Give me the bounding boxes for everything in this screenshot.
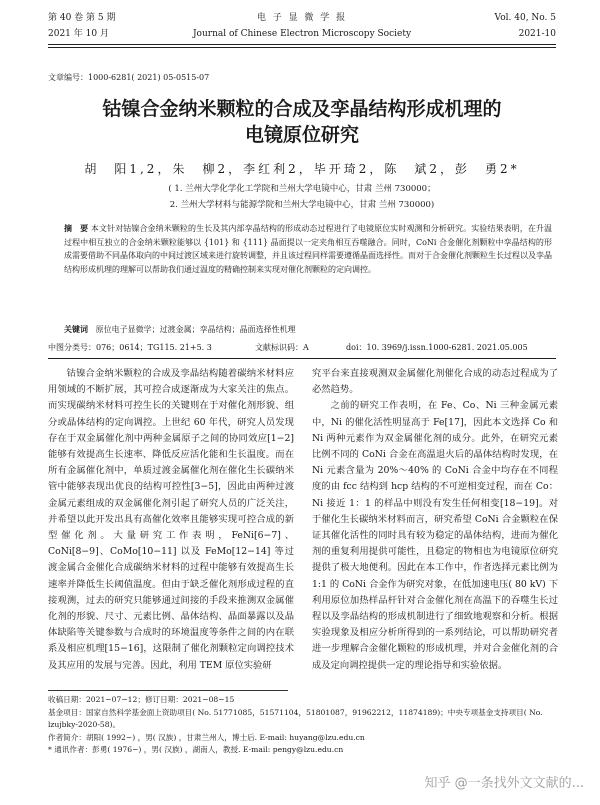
author-list: 胡 阳1,2，朱 柳2，李红利2，毕开琦2，陈 斌2，彭 勇2*	[84, 162, 520, 176]
abstract	[64, 222, 552, 276]
received-date: 收稿日期：2021−07−12；修订日期：2021−08−15	[48, 695, 235, 704]
header-date-right: 2021-10	[518, 29, 556, 39]
body-left-column	[48, 366, 294, 674]
keywords-text: 原位电子显微学；过渡金属；孪晶结构；晶面选择性机理	[95, 325, 296, 334]
footnote-rule	[48, 690, 288, 691]
body-paragraph: 究平台来直接观测双金属催化剂催化合成的动态过程成为了必然趋势。	[312, 368, 558, 396]
article-number: 文章编号：1000-6281( 2021) 05-0515-07	[48, 73, 210, 82]
abstract-label: 摘 要	[64, 223, 89, 233]
footnotes	[48, 694, 556, 757]
section-rule	[48, 358, 556, 359]
affiliation-2: 2. 兰州大学材料与能源学院和兰州大学电镜中心，甘肃 兰州 730000)	[169, 200, 435, 210]
keywords	[64, 323, 296, 336]
header-date-left: 2021 年 10 月	[48, 29, 109, 39]
paper-title-line1: 钴镍合金纳米颗粒的合成及孪晶结构形成机理的	[102, 98, 502, 120]
fund-info: 基金项目：国家自然科学基金面上资助项目( No. 51771085，51571104，51801087，91962212，11874189)；中央专项基金支持项目( No. lzujbky-2020-58)。	[48, 707, 543, 729]
affiliation-1: ( 1. 兰州大学化学化工学院和兰州大学电镜中心，甘肃 兰州 730000；	[168, 184, 436, 194]
body-paragraph: 钴镍合金纳米颗粒的合成及孪晶结构随着碳纳米材料应用领域的不断扩展，其可控合成逐渐成为大家关注的焦点。而实现碳纳米材料可控生长的关键则在于对催化剂形貌、组分或晶体结构的定向调控。上世纪 60 年代，研究人员发现存在于双金属催化剂中两种金属原子之间的协同效应[1−2]能够有效提高生长速率、降低反应活化能和生长温度。而在所有金属催化剂中，单质过渡金属催化剂在催化生长碳纳米管中能够表现出优良的结构可控性[3−5]，因此由两种过渡金属元素组成的双金属催化剂引起了研究人员的广泛关注，并希望以此开发出具有高催化效率且能够实现可控合成的新型催化剂。大量研究工作表明，FeNi[6−7]、CoNi[8−9]、CoMo[10−11] 以及 FeMo[12−14] 等过渡金属合金催化合成碳纳米材料的过程中能够有效提高生长速率并降低生长阈值温度。但由于缺乏催化剂形成过程的直接观测，过去的研究只能够通过间接的手段来推测双金属催化剂的形貌、尺寸、元素比例、晶体结构、晶面暴露以及晶体缺陷等关键参数与合成时的环境温度等条件之间的内在联系及相应机理[15−16]，这限制了催化剂颗粒定向调控技术及其应用的发展与完善。因此，利用 TEM 原位实验研	[48, 368, 294, 671]
corresponding-author: * 通讯作者：彭勇( 1976−) ，男( 汉族) ，湖南人，教授. E-mail: pengy@lzu.edu.cn	[48, 745, 344, 754]
clc-number: 中图分类号：076；0614；TG115. 21+5. 3	[48, 343, 212, 352]
header-journal-cn: 电 子 显 微 学 报	[256, 13, 348, 23]
header-journal-en: Journal of Chinese Electron Microscopy Society	[192, 29, 412, 39]
header-rule	[48, 44, 556, 45]
doi: doi：10. 3969/j.issn.1000-6281. 2021.05.005	[346, 343, 528, 352]
author-intro: 作者简介：胡阳( 1992−) ，男( 汉族) ，甘肃兰州人，博士后. E-mail: huyang@lzu.edu.cn	[48, 732, 365, 742]
keywords-label: 关键词	[64, 324, 88, 334]
watermark: 知乎 @一条找外文文献的...	[424, 776, 584, 791]
header-volume-right: Vol. 40, No. 5	[494, 13, 556, 23]
document-code: 文献标识码：A	[255, 343, 309, 352]
abstract-text: 本文针对钴镍合金纳米颗粒的生长及其内部孪晶结构的形成动态过程进行了电镜原位实时观测和分析研究。实验结果表明，在升温过程中相互独立的合金纳米颗粒能够以 {101} 和 {111} 晶面提以一定夹角相互吞噬融合。同时，CoNi 合金催化剂颗粒中孪晶结构的形成需要借助不同晶体取向的中间过渡区域来进行旋转调整，并且该过程同样需要遵循晶面选择性。而对于合金催化剂颗粒生长过程以及孪晶结构形成机理的理解可以帮助我们通过温度的精确控制来实现对催化剂颗粒的定向调控。	[64, 224, 553, 274]
paper-title-line2: 电镜原位研究	[244, 124, 359, 146]
header-volume-left: 第 40 卷 第 5 期	[48, 13, 116, 23]
header-rule-thin	[48, 47, 556, 48]
body-paragraph: 之前的研究工作表明，在 Fe、Co、Ni 三种金属元素中，Ni 的催化活性明显高于 Fe[17]，因此本文选择 Co 和 Ni 两种元素作为双金属催化剂的成分。此外，在研究元素比例不同的 CoNi 合金在高温退火后的晶体结构时发现，在 Ni 元素含量为 20%～40% 的 CoNi 合金中均存在不同程度的由 fcc 结构到 hcp 结构的不可逆相变过程，而在 Co：Ni 接近 1：1 的样品中则没有发生任何相变[18−19]。对于催化生长碳纳米材料而言，研究希望 CoNi 合金颗粒在保证其催化活性的同时具有较为稳定的晶体结构，进而为催化剂的重复利用提供可能性，且稳定的物相也为电镜原位研究提供了极大地便利。因此在本工作中，作者选择元素比例为 1:1 的 CoNi 合金作为研究对象，在低加速电压( 80 kV) 下利用原位加热样品杆针对合金催化剂在高温下的吞噬生长过程以及孪晶结构的形成机制进行了细致地观察和分析。根据实验现象及相应分析所得到的一系列结论，可以帮助研究者进一步理解合金催化颗粒的形成机理，并对合金催化剂的合成及定向调控提供一定的理论指导和实验依据。	[312, 400, 558, 671]
body-right-column	[312, 366, 558, 674]
